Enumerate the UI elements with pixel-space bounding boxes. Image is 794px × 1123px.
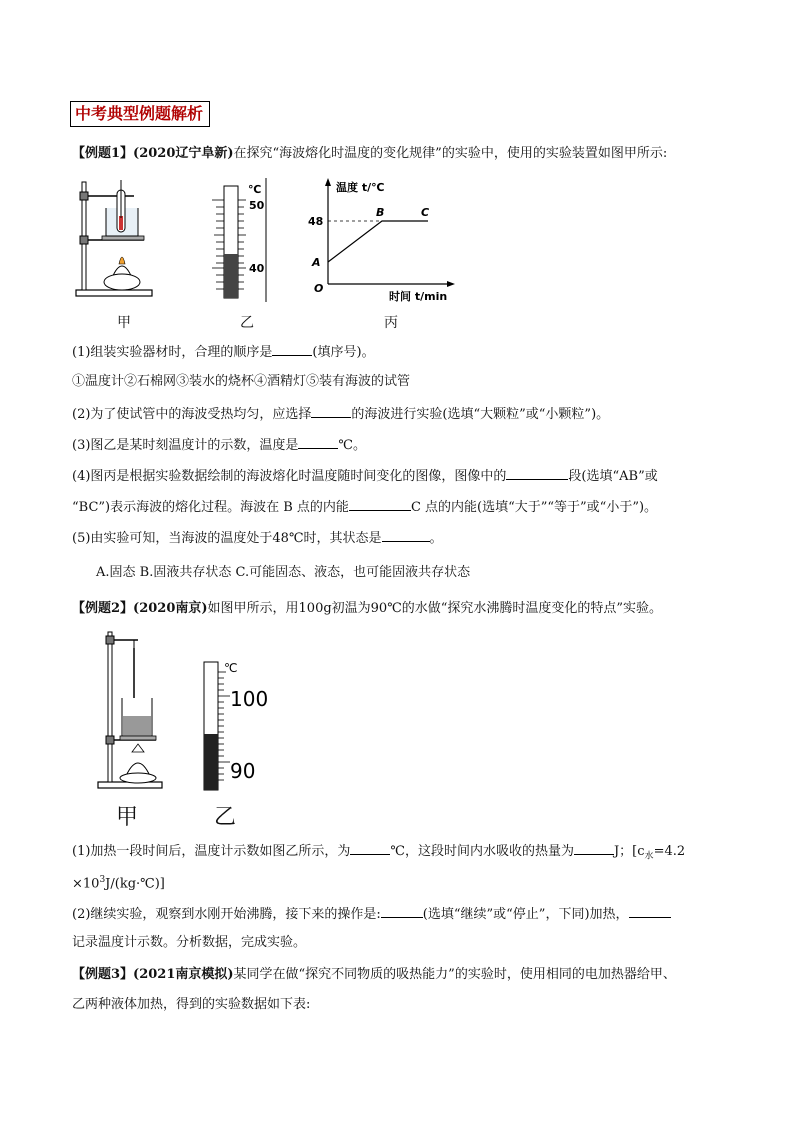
thermo2-tick-90: 90 <box>230 759 256 783</box>
ex1-caption-bing: 丙 <box>384 315 398 331</box>
thermometer2-column <box>204 734 218 790</box>
section-title: 中考典型例题解析 <box>70 101 210 127</box>
ex1-q4-text-a: (4)图丙是根据实验数据绘制的海波熔化时温度随时间变化的图像，图像中的 <box>72 469 507 484</box>
ex1-q4-line2 <box>72 496 657 518</box>
ex1-q1-tail: (填序号)。 <box>312 345 375 360</box>
ex3-source: (2021南京模拟) <box>133 967 234 982</box>
ex1-caption-yi: 乙 <box>240 315 254 331</box>
graph-point-a: A <box>312 256 321 269</box>
ex2-q1-text-f: J/(kg·℃)] <box>105 876 165 892</box>
ex1-q3-tail: ℃。 <box>338 438 366 453</box>
graph-ylabel: 温度 t/℃ <box>336 181 385 194</box>
ex1-q3-text: (3)图乙是某时刻温度计的示数，温度是 <box>72 438 299 453</box>
ex1-intro <box>72 144 667 164</box>
ex3-intro-line1 <box>72 965 676 985</box>
ex2-q2-text-a: (2)继续实验，观察到水刚开始沸腾，接下来的操作是: <box>72 907 381 922</box>
ex2-intro <box>72 599 662 619</box>
stand2-rod <box>108 632 112 782</box>
ex1-caption-jia: 甲 <box>117 315 131 331</box>
ex1-q4-text-b: 段(选填“AB”或 <box>568 469 658 484</box>
ex1-q5-options: A.固态 B.固液共存状态 C.可能固态、液态，也可能固液共存状态 <box>96 565 471 580</box>
melting-curve <box>328 221 428 262</box>
ex1-label: 【例题1】 <box>72 146 134 161</box>
stand-base <box>76 290 152 296</box>
ex1-q4-text-c: “BC”)表示海波的熔化过程。海波在 B 点的内能 <box>72 500 349 515</box>
graph-point-b: B <box>376 206 385 219</box>
ex2-q1-blank-1[interactable] <box>350 840 390 855</box>
ex2-q1-text-c: J；[c <box>613 844 645 859</box>
ex2-q1-text-b: ℃，这段时间内水吸收的热量为 <box>390 844 574 859</box>
thermo2-unit: ℃ <box>224 661 238 675</box>
graph-y48: 48 <box>308 215 324 228</box>
ex1-q5-text: (5)由实验可知，当海波的温度处于48℃时，其状态是 <box>72 531 382 546</box>
ex2-caption-yi: 乙 <box>214 805 237 830</box>
ex2-label: 【例题2】 <box>72 601 134 616</box>
ex1-q1 <box>72 341 375 363</box>
ex1-q2-text: (2)为了使试管中的海波受热均匀，应选择 <box>72 407 312 422</box>
graph-origin: O <box>314 282 324 295</box>
ex1-q3 <box>72 434 366 456</box>
ex1-graph-figure <box>300 174 465 306</box>
thermo1-unit: ℃ <box>248 183 262 196</box>
ex2-q1-text-d: =4.2 <box>653 844 686 859</box>
ex1-q1-text: (1)组装实验器材时，合理的顺序是 <box>72 345 273 360</box>
thermo2-tick-100: 100 <box>230 687 269 711</box>
ex1-q3-blank[interactable] <box>298 434 338 449</box>
ex1-intro-text: 在探究“海波熔化时温度的变化规律”的实验中，使用的实验装置如图甲所示: <box>233 146 668 161</box>
ex3-intro-line2: 乙两种液体加热，得到的实验数据如下表: <box>72 997 311 1012</box>
ex2-q1-line1 <box>72 840 685 867</box>
ex1-apparatus-figure <box>72 178 162 302</box>
ex2-intro-text: 如图甲所示，用100g初温为90℃的水做“探究水沸腾时温度变化的特点”实验。 <box>207 601 663 616</box>
ex2-q1-sup: 3 <box>99 875 106 885</box>
thermometer-column <box>224 254 238 298</box>
ex2-source: (2020南京) <box>133 601 208 616</box>
wire-gauze <box>102 236 144 240</box>
ex1-q4-blank-1[interactable] <box>506 465 568 480</box>
ex2-q2-blank-2[interactable] <box>629 903 671 918</box>
ex2-q2-text-b: (选填“继续”或“停止”，下同)加热， <box>422 907 629 922</box>
ex1-q5 <box>72 527 443 549</box>
ex1-q5-blank[interactable] <box>382 527 430 542</box>
ex1-q2-tail: 的海波进行实验(选填“大颗粒”或“小颗粒”)。 <box>351 407 610 422</box>
ex1-q5-tail: 。 <box>429 531 443 546</box>
ex1-q1-options: ①温度计②石棉网③装水的烧杯④酒精灯⑤装有海波的试管 <box>72 374 411 389</box>
ex2-q2-blank-1[interactable] <box>381 903 423 918</box>
ex1-q4-blank-2[interactable] <box>349 496 411 511</box>
ex3-intro-text-a: 某同学在做“探究不同物质的吸热能力”的实验时，使用相同的电加热器给甲、 <box>233 967 676 982</box>
ex2-q2-line2: 记录温度计示数。分析数据，完成实验。 <box>72 935 307 950</box>
graph-xlabel: 时间 t/min <box>389 290 448 303</box>
beaker-water <box>123 716 151 736</box>
ex2-caption-jia: 甲 <box>116 805 139 830</box>
ex3-label: 【例题3】 <box>72 967 134 982</box>
ex2-q1-sub: 水 <box>644 851 654 862</box>
ex2-q1-blank-2[interactable] <box>574 840 614 855</box>
ex1-source: (2020辽宁阜新) <box>133 146 234 161</box>
ex2-q1-line2 <box>72 870 165 894</box>
thermo1-tick-50: 50 <box>249 199 265 212</box>
ex2-thermometer-figure <box>196 658 276 794</box>
ex2-apparatus-figure <box>96 628 166 794</box>
ex1-q2-blank[interactable] <box>311 403 351 418</box>
ex1-q2 <box>72 403 609 425</box>
ex1-q1-blank[interactable] <box>272 341 312 356</box>
ex2-q1-text-a: (1)加热一段时间后，温度计示数如图乙所示，为 <box>72 844 351 859</box>
ex1-thermometer-figure <box>204 178 276 302</box>
ex2-q1-text-e: ×10 <box>72 876 100 892</box>
ex2-q2-line1 <box>72 903 671 925</box>
ex1-q4-text-d: C 点的内能(选填“大于”“等于”或“小于”)。 <box>410 500 658 515</box>
ex1-q4-line1 <box>72 465 658 487</box>
thermo1-tick-40: 40 <box>249 262 265 275</box>
graph-point-c: C <box>421 206 430 219</box>
